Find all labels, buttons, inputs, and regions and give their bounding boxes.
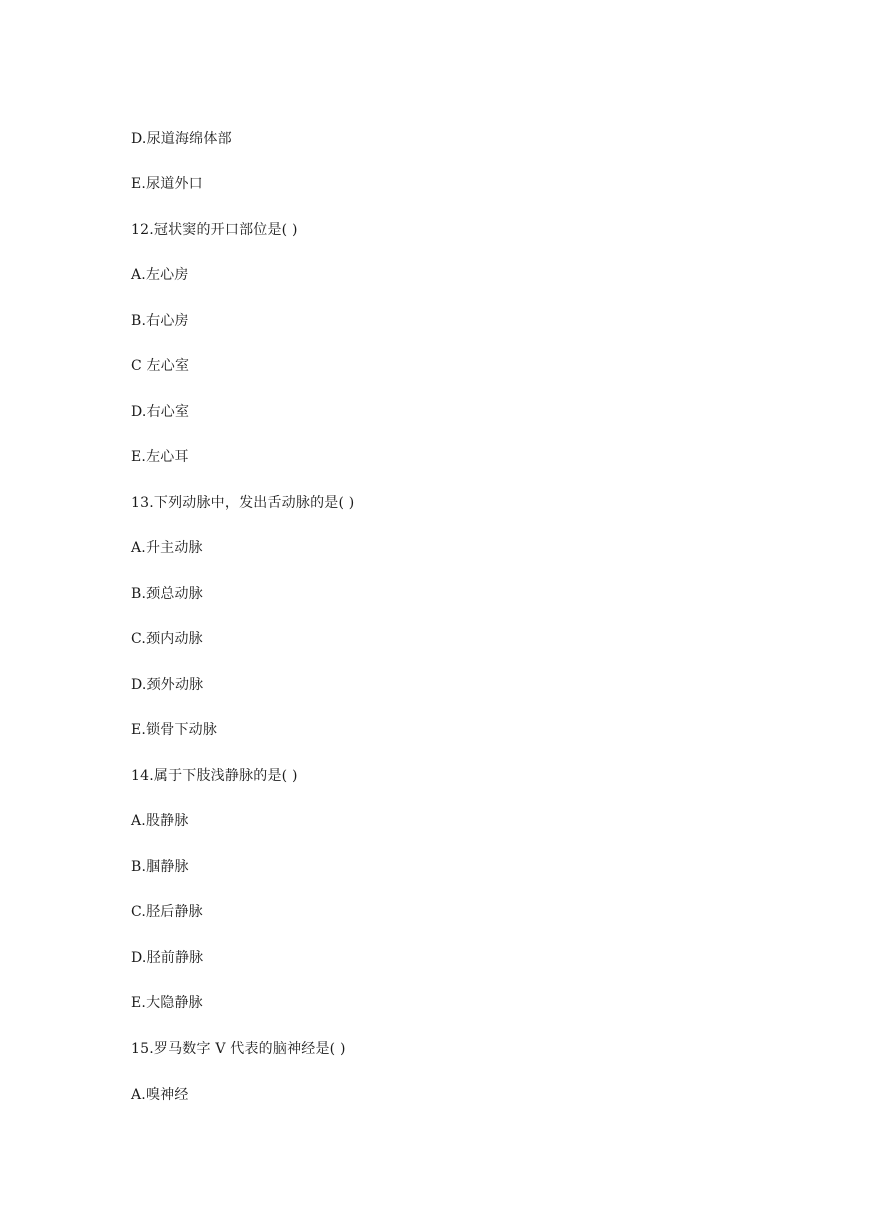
option-13-b: B.颈总动脉 [131,586,203,602]
option-14-d: D.胫前静脉 [131,950,204,966]
option-14-b: B.腘静脉 [131,859,189,875]
option-14-e: E.大隐静脉 [131,995,203,1011]
option-12-a: A.左心房 [131,267,189,283]
option-13-d: D.颈外动脉 [131,677,204,693]
option-15-a: A.嗅神经 [131,1087,189,1103]
option-11-d: D.尿道海绵体部 [131,131,232,147]
option-14-a: A.股静脉 [131,813,189,829]
option-12-b: B.右心房 [131,313,189,329]
option-13-c: C.颈内动脉 [131,631,203,647]
question-12: 12.冠状窦的开口部位是( ) [131,222,298,238]
question-15: 15.罗马数字 V 代表的脑神经是( ) [131,1041,346,1057]
option-13-e: E.锁骨下动脉 [131,722,218,738]
option-11-e: E.尿道外口 [131,176,203,192]
option-12-c: C 左心室 [131,358,190,374]
question-14: 14.属于下肢浅静脉的是( ) [131,768,298,784]
option-14-c: C.胫后静脉 [131,904,203,920]
question-13: 13.下列动脉中，发出舌动脉的是( ) [131,495,355,511]
option-12-e: E.左心耳 [131,449,189,465]
option-12-d: D.右心室 [131,404,190,420]
option-13-a: A.升主动脉 [131,540,203,556]
